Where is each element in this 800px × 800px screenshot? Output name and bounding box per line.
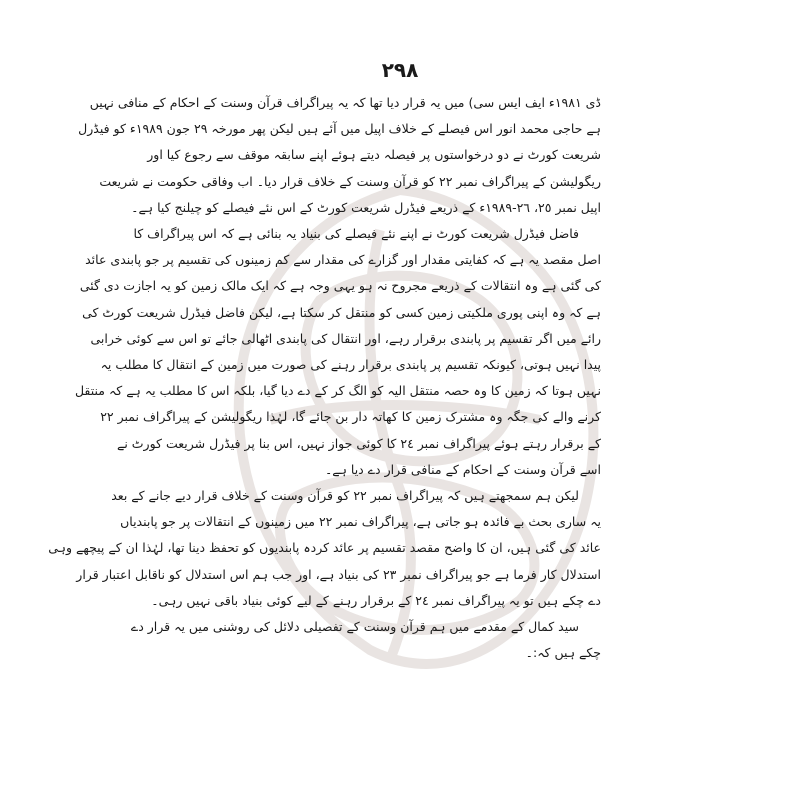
body-text bbox=[48, 90, 601, 666]
text-line: کی گئی ہے وہ انتقالات کے ذریعے مجروح نہ ہو یہی وجہ ہے کہ ایک مالک زمین کو یہ اجازت دی گئی bbox=[79, 278, 601, 294]
text-line: شریعت کورٹ نے دو درخواستوں پر فیصلہ دیتے ہوئے اپنے سابقہ موقف سے رجوع کیا اور bbox=[147, 147, 601, 163]
text-line: فاضل فیڈرل شریعت کورٹ نے اپنے نئے فیصلے کی بنیاد یہ بنائی ہے کہ اس پیراگراف کا bbox=[133, 226, 579, 242]
text-line: کے برقرار رہتے ہوئے پیراگراف نمبر ٢٤ کا کوئی جواز نہیں، اس بنا پر فیڈرل شریعت کورٹ نے bbox=[117, 435, 601, 451]
text-line: ہے حاجی محمد انور اس فیصلے کے خلاف اپیل میں آئے ہیں لیکن پھر مورخہ ٢٩ جون ١٩٨٩ء کو فیڈرل bbox=[78, 121, 601, 137]
text-line: نہیں ہوتا کہ زمین کا وہ حصہ منتقل الیہ کو الگ کر کے دے دیا گیا، بلکہ اس کا مطلب یہ ہے کہ منتقل bbox=[74, 383, 601, 399]
paragraph-2 bbox=[74, 221, 601, 483]
paragraph-4 bbox=[130, 614, 601, 666]
text-line: لیکن ہم سمجھتے ہیں کہ پیراگراف نمبر ٢٢ کو قرآن وسنت کے خلاف قرار دیے جانے کے بعد bbox=[111, 488, 579, 504]
text-line: چکے ہیں کہ:۔ bbox=[525, 645, 601, 661]
text-line: سید کمال کے مقدمے میں ہم قرآن وسنت کے تفصیلی دلائل کی روشنی میں یہ قرار دے bbox=[130, 619, 579, 635]
text-line: ڈی ١٩٨١ء ایف ایس سی) میں یہ قرار دیا تھا کہ یہ پیراگراف قرآن وسنت کے احکام کے منافی نہیں bbox=[89, 95, 601, 110]
paragraph-1 bbox=[78, 90, 601, 221]
text-line: اسے قرآن وسنت کے احکام کے منافی قرار دے دیا ہے۔ bbox=[324, 461, 601, 477]
text-line: ریگولیشن کے پیراگراف نمبر ٢٢ کو قرآن وسنت کے خلاف قرار دیا۔ اب وفاقی حکومت نے شریعت bbox=[99, 173, 601, 189]
text-line: پیدا نہیں ہوتی، کیونکہ تقسیم پر پابندی برقرار رہنے کی صورت میں زمین کے انتقال کا مطلب یہ bbox=[100, 357, 601, 373]
text-line: استدلال کار فرما ہے جو پیراگراف نمبر ٢٣ کی بنیاد ہے، اور جب ہم اس استدلال کو ناقابل اعتبار قرار bbox=[76, 566, 601, 582]
paragraph-3 bbox=[48, 483, 601, 614]
text-line: عائد کی گئی ہیں، ان کا واضح مقصد تقسیم پر عائد کردہ پابندیوں کو تحفظ دینا تھا، لہٰذا ان کے پیچھے وہی bbox=[48, 540, 601, 556]
text-line: رائے میں اگر تقسیم پر پابندی برقرار رہے، اور انتقال کی پابندی اٹھالی جائے تو اس سے کوئی خرابی bbox=[90, 330, 601, 346]
text-line: ہے کہ وہ اپنی پوری ملکیتی زمین کسی کو منتقل کر سکتا ہے، لیکن فاضل فیڈرل شریعت کورٹ کی bbox=[82, 304, 601, 320]
text-line: دے چکے ہیں تو یہ پیراگراف نمبر ٢٤ کے برقرار رہنے کے لیے کوئی بنیاد باقی نہیں رہی۔ bbox=[151, 592, 601, 608]
text-line: اصل مقصد یہ ہے کہ کفایتی مقدار اور گزارے کی مقدار سے کم زمینوں کی تقسیم پر جو پابندی عائد bbox=[85, 252, 601, 268]
text-line: اپیل نمبر ٢٥، ٢٦-١٩٨٩ء کے ذریعے فیڈرل شریعت کورٹ کے اس نئے فیصلے کو چیلنج کیا ہے۔ bbox=[131, 199, 601, 215]
text-line: کرنے والے کی جگہ وہ مشترک زمین کا کھاتہ دار بن جائے گا، لہٰذا ریگولیشن کے پیراگراف نمبر ٢٢ bbox=[100, 409, 601, 425]
page-number: ٢٩٨ bbox=[381, 58, 419, 82]
text-line: یہ ساری بحث بے فائدہ ہو جاتی ہے، پیراگراف نمبر ٢٢ میں زمینوں کے انتقالات پر جو پابندیاں bbox=[120, 514, 601, 530]
